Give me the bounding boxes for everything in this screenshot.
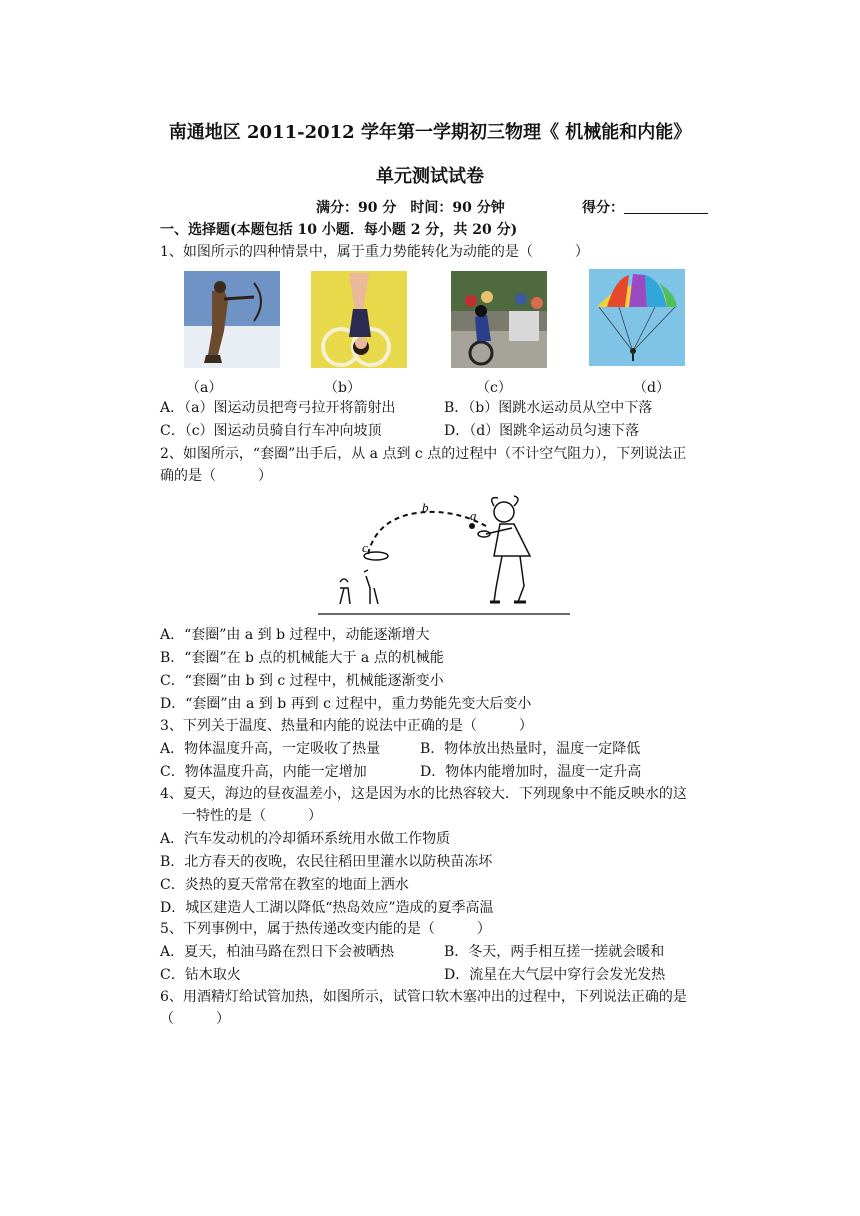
page-subtitle: 单元测试试卷 (376, 166, 484, 187)
q5-stem: 5、下列事例中，属于热传递改变内能的是（ ） (160, 921, 491, 937)
q1-stem: 1、如图所示的四种情景中，属于重力势能转化为动能的是（ ） (160, 244, 589, 260)
q2-label-c: c (362, 540, 368, 555)
q2-option-d: D．“套圈”由 a 到 b 再到 c 过程中，重力势能先变大后变小 (160, 696, 532, 712)
q4-stem-line2: 一特性的是（ ） (182, 808, 322, 824)
q6-stem-line2: （ ） (160, 1011, 230, 1027)
q5-option-c: C．钻木取火 (160, 967, 241, 983)
score-blank (624, 199, 708, 214)
score-info: 满分：90 分 时间：90 分钟 (316, 200, 505, 216)
q3-stem: 3、下列关于温度、热量和内能的说法中正确的是（ ） (160, 718, 533, 734)
q6-stem-line1: 6、用酒精灯给试管加热，如图所示，试管口软木塞冲出的过程中，下列说法正确的是 (160, 989, 687, 1005)
q5-option-a: A．夏天，柏油马路在烈日下会被晒热 (160, 944, 395, 960)
q3-option-b: B．物体放出热量时，温度一定降低 (420, 741, 641, 757)
q4-option-a: A．汽车发动机的冷却循环系统用水做工作物质 (160, 831, 451, 847)
q4-option-b: B．北方春天的夜晚，农民往稻田里灌水以防秧苗冻坏 (160, 854, 493, 870)
q1-caption-d: （d） (633, 380, 670, 396)
q1-caption-c: （c） (476, 380, 512, 396)
q1-option-b: B．（b）图跳水运动员从空中下落 (444, 400, 653, 416)
q3-option-d: D．物体内能增加时，温度一定升高 (420, 764, 642, 780)
q2-option-c: C．“套圈”由 b 到 c 过程中，机械能逐渐变小 (160, 673, 444, 689)
q1-image-diver (311, 271, 407, 368)
q2-option-b: B．“套圈”在 b 点的机械能大于 a 点的机械能 (160, 650, 444, 666)
q5-option-d: D．流星在大气层中穿行会发光发热 (444, 967, 666, 983)
q1-option-d: D．（d）图跳伞运动员匀速下落 (444, 423, 640, 439)
q2-label-a: a (470, 508, 477, 523)
q4-option-c: C．炎热的夏天常常在教室的地面上洒水 (160, 877, 409, 893)
q1-image-parachute (589, 269, 685, 366)
q3-option-a: A．物体温度升高，一定吸收了热量 (160, 741, 381, 757)
q2-stem-line1: 2、如图所示，“套圈”出手后，从 a 点到 c 点的过程中（不计空气阻力），下列说法正 (160, 446, 687, 462)
q2-ring-toss-figure (318, 492, 572, 618)
q1-caption-b: （b） (324, 380, 361, 396)
score-field (582, 199, 708, 217)
score-label: 得分： (582, 200, 624, 216)
q2-stem-line2: 确的是（ ） (160, 468, 272, 484)
q2-option-a: A．“套圈”由 a 到 b 过程中，动能逐渐增大 (160, 627, 430, 643)
q3-option-c: C．物体温度升高，内能一定增加 (160, 764, 367, 780)
q1-image-cyclists (451, 271, 547, 368)
section-heading: 一、选择题(本题包括 10 小题．每小题 2 分，共 20 分) (160, 222, 518, 238)
q1-image-archer (184, 271, 280, 368)
page-title: 南通地区 2011-2012 学年第一学期初三物理《 机械能和内能》 (168, 122, 692, 143)
q1-option-c: C．（c）图运动员骑自行车冲向坡顶 (160, 423, 382, 439)
q4-stem-line1: 4、夏天，海边的昼夜温差小，这是因为水的比热容较大．下列现象中不能反映水的这 (160, 786, 687, 802)
q1-option-a: A．（a）图运动员把弯弓拉开将箭射出 (160, 400, 396, 416)
q2-label-b: b (422, 500, 429, 515)
q1-caption-a: （a） (186, 380, 223, 396)
q4-option-d: D．城区建造人工湖以降低“热岛效应”造成的夏季高温 (160, 900, 494, 916)
q5-option-b: B．冬天，两手相互搓一搓就会暖和 (444, 944, 665, 960)
